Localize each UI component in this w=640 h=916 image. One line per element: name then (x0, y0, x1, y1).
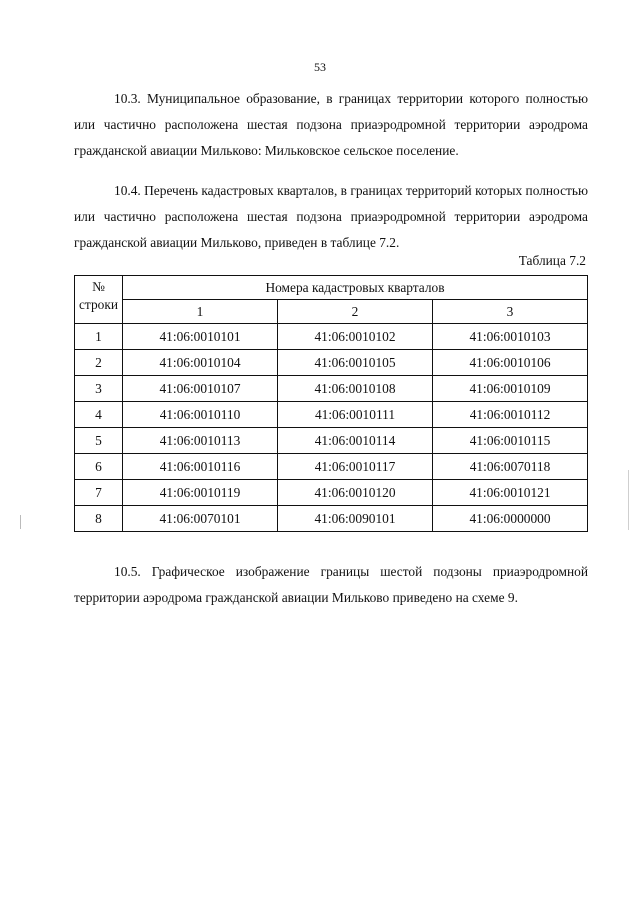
cadastral-cell: 41:06:0010113 (123, 428, 278, 454)
column-number-2: 2 (278, 300, 433, 324)
cadastral-cell: 41:06:0010121 (433, 480, 588, 506)
cadastral-cell: 41:06:0000000 (433, 506, 588, 532)
cadastral-cell: 41:06:0010115 (433, 428, 588, 454)
table-row (75, 376, 588, 402)
scan-artifact (628, 470, 629, 530)
cadastral-cell: 41:06:0010105 (278, 350, 433, 376)
row-number: 7 (75, 480, 123, 506)
table-row (75, 506, 588, 532)
cadastral-cell: 41:06:0010112 (433, 402, 588, 428)
paragraph-10-5 (74, 559, 588, 611)
table-row (75, 350, 588, 376)
column-number-1: 1 (123, 300, 278, 324)
cadastral-cell: 41:06:0010108 (278, 376, 433, 402)
row-number: 1 (75, 324, 123, 350)
header-cadastral-numbers: Номера кадастровых кварталов (123, 276, 588, 300)
cadastral-cell: 41:06:0010119 (123, 480, 278, 506)
paragraph-10-5-text: 10.5. Графическое изображение границы шестой подзоны приаэродромной территории аэродрома гражданской авиации Мильково приведено на схеме 9. (74, 564, 588, 605)
scan-artifact (20, 515, 21, 529)
header-row-number-label: строки (78, 297, 119, 312)
cadastral-cell: 41:06:0010103 (433, 324, 588, 350)
paragraph-10-3-text: 10.3. Муниципальное образование, в границах территории которого полностью или частично расположена шестая подзона приаэродромной территории аэродрома гражданской авиации Мильково: Мильковское сельское поселение. (74, 91, 588, 158)
paragraph-10-4-text: 10.4. Перечень кадастровых кварталов, в границах территорий которых полностью или частично расположена шестая подзона приаэродромной территории аэродрома гражданской авиации Мильково, приведен в таблице 7.2. (74, 183, 588, 250)
paragraph-10-3 (74, 86, 588, 164)
cadastral-cell: 41:06:0010120 (278, 480, 433, 506)
row-number: 2 (75, 350, 123, 376)
cadastral-cell: 41:06:0010107 (123, 376, 278, 402)
table-row (75, 402, 588, 428)
cadastral-cell: 41:06:0010109 (433, 376, 588, 402)
paragraph-10-4 (74, 178, 588, 256)
cadastral-cell: 41:06:0010111 (278, 402, 433, 428)
table-row (75, 428, 588, 454)
cadastral-cell: 41:06:0010114 (278, 428, 433, 454)
row-number: 8 (75, 506, 123, 532)
row-number: 3 (75, 376, 123, 402)
cadastral-cell: 41:06:0010101 (123, 324, 278, 350)
row-number: 6 (75, 454, 123, 480)
row-number: 4 (75, 402, 123, 428)
cadastral-cell: 41:06:0010110 (123, 402, 278, 428)
table-row (75, 324, 588, 350)
table-row (75, 454, 588, 480)
table-row (75, 480, 588, 506)
cadastral-quarters-table (74, 275, 588, 532)
page-number: 53 (314, 60, 326, 74)
header-row-number-symbol: № (92, 279, 105, 294)
cadastral-cell: 41:06:0070118 (433, 454, 588, 480)
column-number-3: 3 (433, 300, 588, 324)
table-caption: Таблица 7.2 (518, 253, 586, 268)
cadastral-cell: 41:06:0090101 (278, 506, 433, 532)
cadastral-cell: 41:06:0010102 (278, 324, 433, 350)
cadastral-cell: 41:06:0010106 (433, 350, 588, 376)
cadastral-cell: 41:06:0070101 (123, 506, 278, 532)
row-number: 5 (75, 428, 123, 454)
header-row-number (75, 276, 123, 324)
cadastral-cell: 41:06:0010116 (123, 454, 278, 480)
cadastral-cell: 41:06:0010117 (278, 454, 433, 480)
cadastral-cell: 41:06:0010104 (123, 350, 278, 376)
